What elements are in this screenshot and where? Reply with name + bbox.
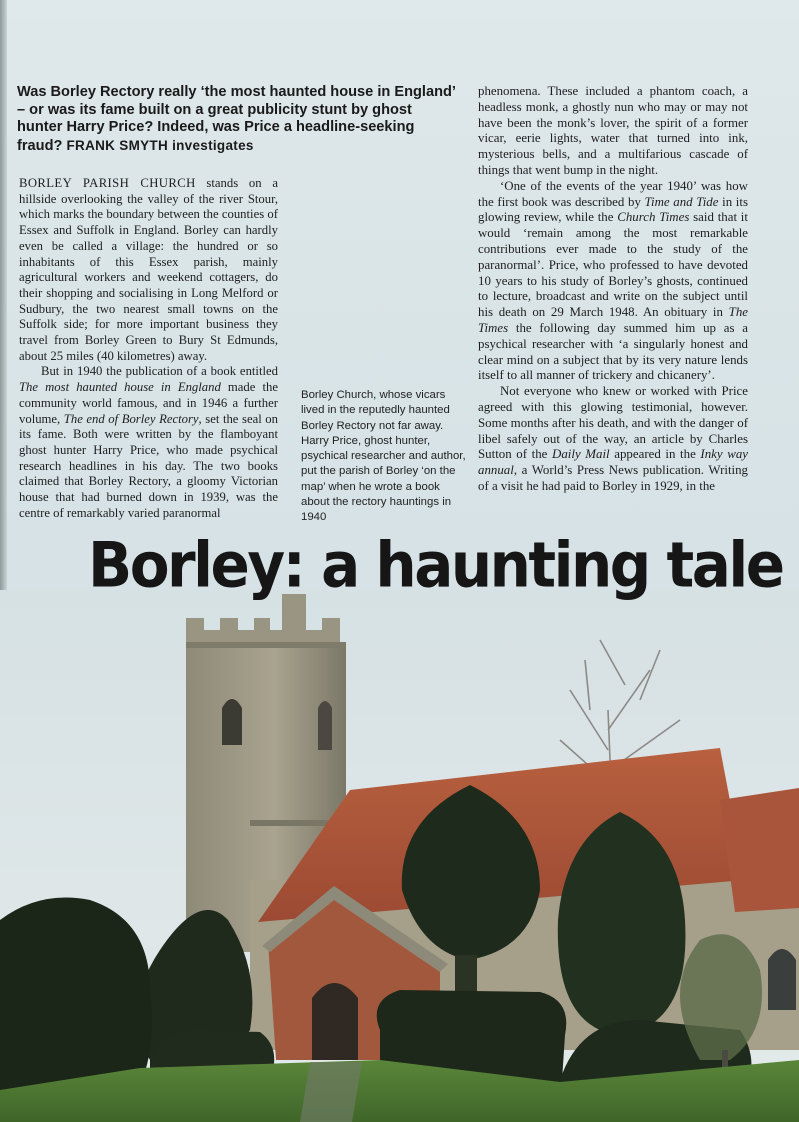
book-title: The end of Borley Rectory — [63, 411, 199, 426]
porch-door — [312, 983, 358, 1060]
paragraph: phenomena. These included a phantom coach, a headless monk, a ghostly nun who may or may not have been the monk’s lover, the spirit of a former vicar, eerie lights, water that turned into ink, mysterious bells, and a multifarious cascade of things that went bump in the night. — [478, 84, 748, 177]
paragraph: ‘One of the events of the year 1940’ was how the first book was described by Time and Tide in its glowing review, while the Church Times said that it would ‘remain among the most remarkable contributions ever made to the study of the paranormal’. Price, who professed to have devoted 10 years to his study of Borley’s ghosts, continued to lecture, broadcast and write on the subject until his death on 29 March 1948. An obituary in The Times the following day summed him up as a psychical researcher with ‘a singularly honest and clear mind on a subject that by its very nature lends itself to all manner of trickery and chicanery’. — [478, 178, 748, 383]
publication-name: Daily Mail — [552, 447, 610, 462]
publication-name: Church Times — [617, 210, 690, 225]
church-photo — [0, 590, 799, 1122]
publication-name: Time and Tide — [644, 194, 719, 209]
standfirst — [17, 84, 457, 155]
paragraph: But in 1940 the publication of a book entitled The most haunted house in England made the community world famous, and in 1946 a further volume, The end of Borley Rectory, set the seal on its fame. Both were written by the flamboyant ghost hunter Harry Price, who made psychical research headlines in his day. The two books claimed that Borley Rectory, a gloomy Victorian house that had burned down in 1939, was the centre of remarkably varied paranormal — [19, 364, 278, 520]
standfirst-text: Was Borley Rectory really ‘the most haunted house in England’ – or was its fame built on a great publicity stunt by ghost hunter Harry Price? Indeed, was Price a headline-seeking fraud? — [17, 84, 456, 154]
byline: FRANK SMYTH investigates — [66, 137, 254, 153]
headline: Borley: a haunting tale — [88, 528, 783, 602]
photo-caption: Borley Church, whose vicars lived in the reputedly haunted Borley Rectory not far away. Harry Price, ghost hunter, psychical researcher and author, put the parish of Borley ‘on the map’ when he wrote a book about the rectory hauntings in 1940 — [301, 389, 466, 524]
lead-in: BORLEY PARISH CHURCH — [19, 176, 196, 190]
paragraph: Not everyone who knew or worked with Price agreed with this glowing testimonial, however. Some months after his death, and with the danger of libel safely out of the way, an article by Charles Sutton of the Daily Mail appeared in the Inky way annual, a World’s Press News publication. Writing of a visit he had paid to Borley in 1929, in the — [478, 384, 748, 493]
publication-name: The Times — [478, 305, 748, 335]
publication-name: Inky way annual — [478, 447, 748, 478]
paragraph: BORLEY PARISH CHURCH stands on a hillside overlooking the valley of the river Stour, which marks the boundary between the counties of Essex and Suffolk in England. Borley can hardly even be called a village: the hundred or so inhabitants of this Essex parish, mainly agricultural workers and weekend cottagers, do their shopping and socialising in Long Melford or Sudbury, the two nearest small towns on the Suffolk side; for more important business they travel from Borley Green to Bury St Edmunds, about 25 miles (40 kilometres) away. — [19, 176, 278, 363]
book-title: The most haunted house in England — [19, 380, 221, 395]
body-column-1 — [19, 176, 278, 521]
body-column-2 — [478, 84, 748, 495]
